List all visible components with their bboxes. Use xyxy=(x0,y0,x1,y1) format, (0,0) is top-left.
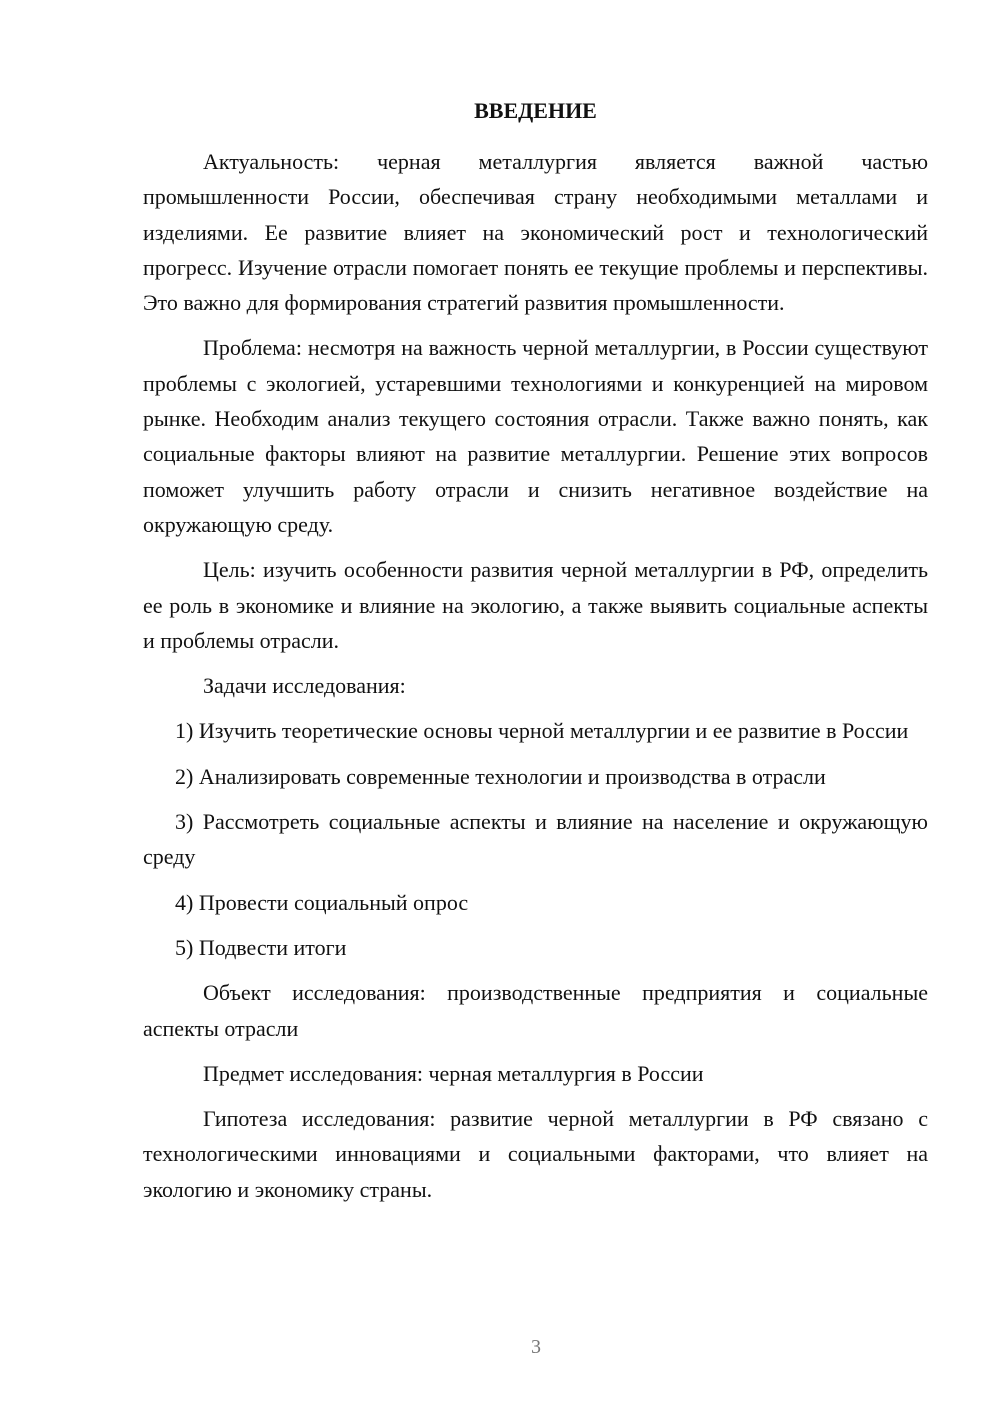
paragraph-subject: Предмет исследования: черная металлургия в России xyxy=(203,1060,704,1086)
task-item-3: 3) Рассмотреть социальные аспекты и влияние на население и окружающую среду xyxy=(143,809,928,870)
paragraph-goal: Цель: изучить особенности развития черной металлургии в РФ, определить ее роль в экономике и влияние на экологию, а также выявить социальные аспекты и проблемы отрасли. xyxy=(143,557,928,653)
paragraph-problem: Проблема: несмотря на важность черной металлургии, в России существуют проблемы с экологией, устаревшими технологиями и конкуренцией на мировом рынке. Необходим анализ текущего состояния отрасли. Также важно понять, как социальные факторы влияют на развитие металлургии. Решение этих вопросов поможет улучшить работу отрасли и снизить негативное воздействие на окружающую среду. xyxy=(143,335,928,537)
task-item-2: 2) Анализировать современные технологии и производства в отрасли xyxy=(175,763,826,789)
task-item-5: 5) Подвести итоги xyxy=(175,934,347,960)
task-item-4: 4) Провести социальный опрос xyxy=(175,889,469,915)
section-heading: ВВЕДЕНИЕ xyxy=(474,98,597,123)
paragraph-hypothesis: Гипотеза исследования: развитие черной металлургии в РФ связано с технологическими инновациями и социальными факторами, что влияет на экологию и экономику страны. xyxy=(143,1106,928,1202)
paragraph-tasks-intro: Задачи исследования: xyxy=(203,673,406,699)
page-number: 3 xyxy=(531,1336,541,1358)
paragraph-object: Объект исследования: производственные предприятия и социальные аспекты отрасли xyxy=(143,980,928,1041)
paragraph-relevance: Актуальность: черная металлургия является важной частью промышленности России, обеспечивая страну необходимыми металлами и изделиями. Ее развитие влияет на экономический рост и технологический прогресс. Изучение отрасли помогает понять ее текущие проблемы и перспективы. Это важно для формирования стратегий развития промышленности. xyxy=(143,149,928,316)
task-item-1: 1) Изучить теоретические основы черной металлургии и ее развитие в России xyxy=(175,718,909,744)
document-page xyxy=(143,96,928,1217)
